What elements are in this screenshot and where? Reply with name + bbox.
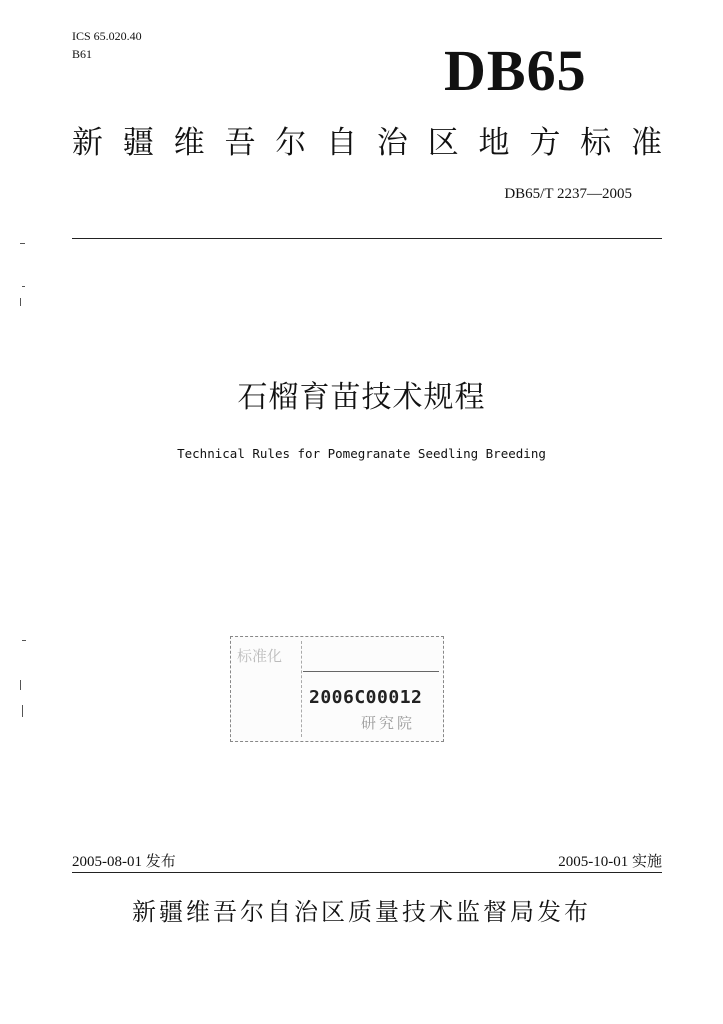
- standard-type-char: 尔: [275, 125, 307, 161]
- standard-type-char: 新: [72, 125, 103, 161]
- standard-type-char: 吾: [224, 125, 256, 161]
- standard-type-char: 标: [580, 125, 612, 161]
- footer-divider: [72, 872, 662, 873]
- ics-code: ICS 65.020.40: [72, 29, 142, 43]
- scan-speck: [20, 680, 21, 690]
- publisher: 新疆维吾尔自治区质量技术监督局发布: [132, 898, 591, 926]
- scan-speck: [22, 705, 23, 717]
- standard-logo: DB65: [444, 38, 587, 103]
- standard-type-char: 自: [326, 125, 358, 161]
- stamp-left-text: 标准化: [237, 647, 283, 665]
- standard-type-char: 地: [478, 125, 510, 161]
- standard-type-char: 维: [173, 125, 205, 161]
- standard-type-char: 区: [427, 125, 459, 161]
- standard-type-char: 治: [376, 125, 408, 161]
- standard-type-char: 疆: [122, 125, 154, 161]
- document-title-english: Technical Rules for Pomegranate Seedling Breeding: [177, 446, 546, 461]
- scan-speck: [20, 298, 21, 306]
- scan-speck: [22, 640, 26, 641]
- document-title-chinese: 石榴育苗技术规程: [237, 380, 486, 415]
- scan-speck: [22, 286, 25, 287]
- standard-type-heading: [72, 122, 662, 164]
- stamp-code: 2006C00012: [309, 687, 423, 708]
- issue-date: 2005-08-01 发布: [72, 854, 176, 870]
- header-divider: [72, 238, 662, 239]
- standard-number: DB65/T 2237—2005: [504, 186, 632, 202]
- scan-speck: [20, 243, 25, 244]
- standard-type-char: 方: [529, 125, 561, 161]
- stamp-separator: [301, 641, 302, 737]
- standard-type-char: 准: [630, 125, 662, 161]
- implementation-date: 2005-10-01 实施: [558, 854, 662, 870]
- stamp-right-text: 研究院: [361, 714, 416, 732]
- ccs-code: B61: [72, 47, 93, 61]
- library-stamp: [230, 636, 444, 742]
- stamp-line: [303, 671, 439, 672]
